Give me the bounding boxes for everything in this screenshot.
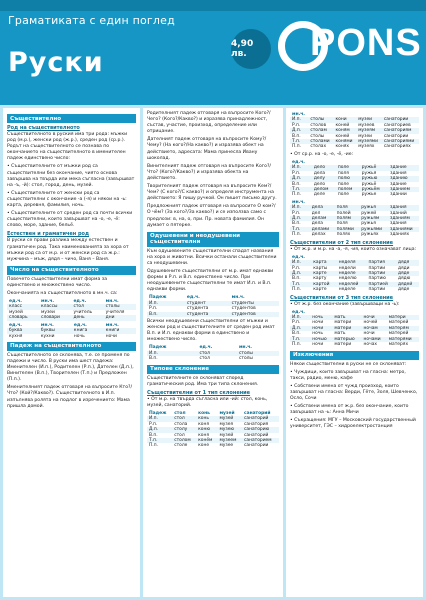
content-area (0, 105, 426, 600)
table-cell: музеи (41, 309, 55, 315)
table-cell: санаторий (244, 410, 271, 416)
table-cell: В.п. (147, 312, 185, 317)
table-cell: дел (311, 210, 321, 216)
table-cell: музеям (356, 128, 382, 133)
table-cell: Т.п. (147, 438, 172, 443)
table-cell: музею (217, 427, 242, 432)
table-cell: мать (334, 331, 346, 337)
table-cell: мн.ч. (292, 199, 305, 205)
section-heading: Падеж на съществителното (7, 342, 136, 351)
table-cell: мн.ч. (105, 322, 119, 328)
table-cell: Падеж (149, 410, 167, 416)
paragraph: • От ср.р. на -о, -е, -ё, -ие: (290, 151, 354, 157)
table-cell: музея (219, 421, 234, 427)
table-cell: ружьях (361, 232, 379, 238)
table-cell: Т.п. (290, 337, 310, 342)
table-cell: неделей (337, 282, 367, 287)
table-cell: матери (334, 320, 352, 326)
section-heading: Число на съществителното (7, 266, 136, 275)
table-cell: музее (219, 443, 234, 449)
table-cell: поля (337, 170, 349, 176)
section-heading: Типове склонение (147, 365, 279, 374)
table-cell: ружьё (361, 181, 377, 187)
table-cell: мать (332, 315, 361, 320)
declension-table-2 (290, 255, 419, 293)
table-cell: книга (72, 328, 104, 333)
table-cell: партия (367, 260, 396, 265)
table-cell: музей (217, 416, 242, 421)
table-cell: ед.ч. (73, 322, 87, 328)
paragraph: • Съществителните от мъжки род са съществителни без окончание, чиято основа завършва на твърда или мека съгласна (завършват на -ъ, -й): стол, город, день, музей. (7, 164, 135, 188)
paragraph: Към одушевените съществителни спадат названия на хора и животни. Всички останали съществителни са неодушевени. (147, 248, 277, 266)
plural-table-fem (7, 323, 136, 339)
table-cell: ночь (73, 333, 85, 339)
table-cell: конём (196, 438, 217, 443)
column-1 (3, 108, 140, 597)
column-2 (143, 108, 283, 597)
section-heading: Съществително (7, 114, 136, 123)
table-cell: дела (313, 170, 326, 176)
table-cell: Д.п. (290, 176, 312, 181)
table-cell: санаториями (382, 139, 419, 144)
table-cell: Т.п. (290, 282, 311, 287)
table-cell: музеи (356, 117, 382, 122)
neuter-table-singular (290, 160, 419, 198)
table-cell: классы (39, 304, 71, 309)
table-cell: здание (390, 181, 407, 187)
table-cell: мн.ч. (238, 345, 252, 351)
paragraph: • От ж.р. и м.р. на -а, -я, -ия, които означават лица: (290, 246, 417, 252)
table-cell: партии (367, 271, 396, 276)
table-cell: карте (313, 287, 327, 293)
table-cell: санаторий (242, 416, 279, 421)
table-cell: В.п. (149, 432, 158, 438)
table-cell: санатории (244, 443, 269, 449)
table-cell: делами (310, 227, 335, 232)
table-cell: Д.п. (290, 326, 310, 331)
table-cell: карту (313, 276, 327, 282)
table-cell: Падеж (149, 345, 167, 351)
neuter-table-plural (290, 200, 419, 238)
table-cell: матерью (332, 337, 361, 342)
table-cell: поле (337, 192, 349, 198)
page-title: Руски (8, 47, 104, 78)
table-cell: Р.п. (292, 320, 301, 326)
table-cell: зданиях (390, 232, 410, 238)
table-cell: карты (313, 265, 328, 271)
table-cell: матерей (388, 331, 409, 337)
table-cell: санаторию (242, 427, 279, 432)
table-cell: полю (336, 176, 360, 181)
table-cell: студентов (230, 312, 279, 317)
table-cell: мн.ч. (40, 322, 54, 328)
table-cell: ночами (362, 337, 387, 342)
subsection-heading: Съществителни от 2 тип склонение (290, 239, 394, 246)
table-cell: санаторием (242, 438, 279, 443)
table-cell: кони (334, 117, 357, 122)
table-cell: ночи (362, 315, 387, 320)
table-cell: партии (368, 265, 386, 271)
table-cell: дяди (397, 265, 410, 271)
table-cell: столами (308, 139, 333, 144)
table-cell: ночи (363, 331, 375, 337)
table-cell: столам (308, 128, 333, 133)
table-cell: полям (335, 216, 360, 221)
table-cell: Т.п. (290, 139, 308, 144)
table-cell: матерями (387, 337, 419, 342)
table-cell: коням (334, 128, 357, 133)
table-cell: В.п. (292, 221, 301, 227)
paragraph: Съществителното се склонява, т.е. се променя по падежи и число. В руски има шест падежа: Именителен (И.п.), Родителен (Р.п.), Дателен (Д.п.), Винителен (В.п.), Творителен (Т.п.) и Предложен (П.п.). (7, 352, 134, 383)
paragraph: Винителният падеж отговаря на въпросите Кого?/Что? (Кого?/Какво?) и изразява обекта на действието. (147, 163, 271, 181)
table-cell: ружья (361, 221, 376, 227)
table-cell: санатория (244, 421, 269, 427)
table-cell: В.п. (292, 181, 301, 187)
table-cell: музей (9, 309, 23, 315)
table-cell: стол (197, 351, 237, 356)
animate-table (147, 295, 279, 317)
table-cell: музей (219, 410, 235, 416)
table-cell: В.п. (292, 331, 301, 337)
table-cell: книги (104, 328, 136, 333)
table-cell: И.п. (147, 351, 197, 356)
table-cell: Т.п. (290, 227, 310, 232)
table-cell: зданиями (388, 227, 419, 232)
table-cell: полей (336, 210, 351, 216)
table-cell: коней (335, 122, 350, 128)
table-cell: конями (334, 139, 357, 144)
table-cell: Т.п. (290, 187, 312, 192)
table-cell: кухня (9, 333, 23, 339)
table-cell: музеях (358, 144, 375, 150)
table-cell: ночей (363, 320, 378, 326)
header-banner (0, 11, 426, 105)
paragraph: • Чуждици, които завършват на гласна: метро, такси, радио, меню, кафе (290, 369, 406, 381)
section-heading: Одушевени и неодушевени съществителни (147, 232, 279, 247)
table-cell: полями (335, 227, 360, 232)
table-cell: столы (308, 117, 333, 122)
table-cell: стол (71, 304, 103, 309)
table-cell: матери (387, 315, 419, 320)
table-cell: студента (186, 306, 209, 312)
table-cell: Р.п. (292, 210, 301, 216)
plural-table-masc (7, 299, 136, 321)
table-cell: ружья (359, 205, 388, 210)
table-cell: зданий (390, 210, 407, 216)
paragraph: Одушевените съществителни от м.р. имат еднакви форми в Р.п. и В.п. единствено число. При неодушевените съществителни те имат И.п. и В.п. еднакви форми. (147, 268, 274, 293)
table-cell: поля (335, 205, 360, 210)
table-cell: здания (390, 221, 407, 227)
table-cell: музеев (358, 122, 375, 128)
table-cell: санаториях (383, 144, 411, 150)
table-cell: зданием (388, 187, 419, 192)
table-cell: день (71, 315, 103, 320)
table-cell: столов (310, 122, 327, 128)
table-cell: Р.п. (149, 306, 158, 312)
table-cell: столы (237, 351, 279, 356)
table-cell: санаториев (383, 122, 411, 128)
table-cell: столом (172, 438, 196, 443)
table-cell: мн.ч. (231, 295, 245, 301)
table-cell: карте (311, 271, 336, 276)
table-cell: ружьями (359, 227, 388, 232)
table-cell: П.п. (292, 287, 301, 293)
paragraph: Дателният падеж отговаря на въпросите Кому?/Чему? (На кого?/На какво?) и изразява обект на действието, адресата: Мама принесла Ивану шоколад. (147, 137, 267, 161)
table-cell: ночь (310, 315, 332, 320)
table-cell: неделе (337, 271, 367, 276)
subsection-heading: Съществителни от 3 тип склонение (290, 294, 394, 301)
table-cell: зданиям (388, 216, 419, 221)
table-cell: ночи (310, 326, 332, 331)
table-cell: коню (196, 427, 217, 432)
table-cell: класс (7, 304, 39, 309)
table-cell: Р.п. (292, 265, 301, 271)
table-cell: П.п. (149, 443, 158, 449)
table-cell: Д.п. (290, 216, 310, 221)
table-cell: И.п. (290, 260, 311, 265)
table-cell: ед.ч. (199, 345, 213, 351)
table-cell: музеи (358, 133, 373, 139)
table-cell: матери (334, 342, 352, 348)
table-cell: дядей (396, 282, 419, 287)
table-cell: студентов (231, 306, 256, 312)
table-cell: зданию (388, 176, 419, 181)
declension-table-1-plural (290, 112, 419, 150)
table-cell: коня (198, 421, 209, 427)
table-cell: полем (336, 187, 360, 192)
paragraph: • Собствени имена от чужд произход, които завършват на гласна: Верди, Гёте, Золя, Шевченко, Осло, Сочи (290, 383, 418, 401)
table-cell: И.п. (290, 165, 312, 170)
table-cell: коне (198, 443, 210, 449)
table-cell: столах (310, 144, 327, 150)
table-cell: санаториям (382, 128, 419, 133)
table-cell: ед.ч. (292, 254, 305, 260)
table-cell: дела (310, 205, 335, 210)
table-cell: партию (368, 276, 387, 282)
table-cell: учителя (105, 309, 125, 315)
table-cell: И.п. (147, 416, 172, 421)
table-cell: буквы (39, 328, 72, 333)
paragraph: • Съществителните от женски род са съществителни с окончание -а (-я) и някои на -ь: карта, деревня, фамилия, ночь. (7, 190, 127, 209)
table-cell: ед.ч. (186, 295, 200, 301)
paragraph: • От ж.р. без окончание (завършващи на -ь): (290, 301, 400, 307)
table-cell: И.п. (290, 315, 310, 320)
paragraph: Творителният падеж отговаря на въпросите Кем?/Чем? (С кого?/С какво?) и определя инструмента на действието: Я пишу ручкой. Он пишет письмо другу. (147, 184, 277, 202)
table-cell: И.п. (290, 117, 308, 122)
table-cell: Падеж (149, 295, 167, 301)
table-cell: ед.ч. (9, 322, 22, 328)
paragraph: • От м.р. на твърда съгласна или -ий: стол, конь, музей, санаторий. (147, 396, 268, 408)
table-cell: дело (313, 181, 326, 187)
table-cell: Д.п. (147, 427, 172, 432)
paragraph: В руски се прави разлика между естествен и граматичен род. Така наименованията за хора от мъжки род са от м.р. и от женски род са ж.р.: мужчина – мъж, дядя – чичо, Ваня – Ваня. (7, 238, 129, 262)
table-cell: Р.п. (292, 170, 301, 176)
table-cell: П.п. (292, 342, 301, 348)
table-cell: столе (174, 443, 188, 449)
section-heading: Изключения (290, 351, 419, 360)
table-cell: санатории (382, 117, 419, 122)
table-cell: столы (104, 304, 136, 309)
table-cell: стола (174, 421, 188, 427)
table-cell: санатории (383, 133, 409, 139)
paragraph: Родителният падеж отговаря на въпросите Кого?/Чего? (Кого?/Какво?) и изразява принадлежност, състав, участие, произход, определение или отрицание. (147, 111, 271, 135)
table-cell: неделю (338, 276, 357, 282)
table-cell: И.п. (290, 205, 310, 210)
table-cell: партией (367, 282, 396, 287)
table-cell: стол (172, 416, 196, 421)
table-cell: санаторий (244, 432, 269, 438)
paragraph: Всички неодушевени съществителни от мъжки и женски род и съществителните от среден род имат В.п. и И.п. еднакви форми в единствено и множествено число. (147, 318, 275, 343)
table-cell: студента (185, 312, 230, 317)
table-cell: партии (368, 287, 386, 293)
table-cell: дела (311, 221, 323, 227)
table-cell: ед.ч. (9, 299, 22, 305)
table-cell: дело (312, 165, 336, 170)
table-cell: ружья (361, 170, 377, 176)
paragraph: Предложният падеж отговаря на въпросите О ком?/О чём? (За кого?/За какво?) и се използва само с предлози: в, на, о, при. Пр. новата фамилия. Он думает о пятерке. (147, 204, 276, 228)
subsection-heading: Естествен и граматичен род (7, 231, 90, 238)
pons-logo (278, 21, 423, 73)
table-cell: мн.ч. (292, 112, 305, 117)
table-cell: ночи (105, 333, 117, 339)
table-cell: поле (336, 165, 360, 170)
table-cell: словари (39, 315, 71, 320)
table-cell: здание (388, 165, 419, 170)
table-cell: словарь (7, 315, 39, 320)
table-cell: здания (390, 170, 407, 176)
paragraph: Окончанията на съществителното в мн.ч. са: (7, 290, 118, 296)
logo-text: PONS (310, 22, 422, 64)
table-cell: матерям (387, 326, 419, 331)
table-cell: В.п. (292, 133, 301, 139)
table-cell: делам (310, 216, 335, 221)
table-cell: ружей (361, 210, 377, 216)
table-cell: И.п. (147, 301, 185, 306)
table-cell: дяде (396, 271, 419, 276)
paragraph: • Собствени имена от ж.р. без окончание, които завършват на -ь: Анна Мичи (290, 404, 409, 416)
table-cell: музеями (356, 139, 382, 144)
table-cell: матерях (388, 342, 409, 348)
table-cell: полях (336, 232, 351, 238)
table-cell: делу (312, 176, 336, 181)
table-cell: неделе (338, 287, 356, 293)
table-cell: стол (174, 410, 186, 416)
table-cell: ед.ч. (292, 309, 305, 315)
table-cell: стол (174, 432, 185, 438)
table-cell: делах (311, 232, 326, 238)
series-title: Граматиката с един поглед (8, 14, 175, 27)
table-cell: столы (310, 133, 325, 139)
table-cell: коня (198, 432, 209, 438)
top-strip (0, 0, 426, 11)
table-cell: буква (7, 328, 39, 333)
table-cell: ночи (312, 342, 324, 348)
table-cell: матерей (388, 320, 409, 326)
declension-table-1 (147, 411, 279, 449)
paragraph: Някои съществителни в руски не се склоняват: (290, 361, 407, 367)
table-cell: П.п. (292, 144, 301, 150)
paragraph: • Съкращения: МГУ – Московский государственный университет, ГЭС – хидроелектростанция (290, 418, 416, 430)
table-cell: ед.ч. (73, 299, 87, 305)
table-cell: студенты (230, 301, 279, 306)
table-cell: картой (311, 282, 336, 287)
table-cell: неделя (337, 260, 367, 265)
table-cell: недели (338, 265, 356, 271)
table-cell: деле (313, 192, 326, 198)
table-cell: стол (199, 356, 210, 362)
table-cell: музей (219, 432, 234, 438)
table-cell: мн.ч. (41, 299, 55, 305)
table-cell: поля (336, 221, 348, 227)
paragraph: Съществителните се склоняват според граматическия род. Има три типа склонения. (147, 375, 259, 387)
table-cell: ружье (361, 192, 377, 198)
table-cell: ружьям (359, 216, 388, 221)
table-cell: ед.ч. (292, 159, 305, 165)
subsection-heading: Съществителни от 1 тип склонение (147, 389, 251, 396)
column-3 (286, 108, 423, 597)
table-cell: Д.п. (290, 271, 311, 276)
table-cell: ночах (363, 342, 377, 348)
table-cell: ружьём (360, 187, 388, 192)
table-cell: Д.п. (290, 128, 308, 133)
table-cell: дяде (397, 287, 410, 293)
paragraph: Повечето съществителни имат форма за единствено и множествено число. (7, 276, 108, 288)
paragraph: Именителният падеж отговаря на въпросите Кто?/Что? (Кой?/Какво?). Съществителното в И.п. изпълнява ролята на подлог в изречението: Мама пришла домой. (7, 385, 133, 409)
table-cell: здания (388, 205, 419, 210)
table-cell: здании (390, 192, 407, 198)
table-cell: матери (332, 326, 361, 331)
table-cell: дни (104, 315, 136, 320)
paragraph: • Съществителните от среден род са почти всички съществителни, които завършват на -о, -е, -ё: слово, море, здание, бельё. (7, 211, 133, 229)
table-cell: столы (238, 356, 253, 362)
table-cell: дядю (397, 276, 411, 282)
table-cell: П.п. (292, 192, 301, 198)
table-cell: ночью (310, 337, 332, 342)
table-cell: кухни (40, 333, 55, 339)
table-cell: ночи (312, 320, 324, 326)
table-cell: столу (172, 427, 196, 432)
table-cell: коней (335, 133, 350, 139)
table-cell: В.п. (149, 356, 158, 362)
table-cell: П.п. (292, 232, 301, 238)
table-cell: студент (185, 301, 230, 306)
table-cell: учитель (73, 309, 93, 315)
subsection-heading: Род на съществителното (7, 125, 80, 131)
table-cell: конях (335, 144, 349, 150)
paragraph: Съществителното в руския има три рода: мъжки род (м.р.), женски род (ж.р.), среден род (ср.р.). Родът на съществителното се познава по окончанието на съществителното в именителен падеж единствено число: (7, 132, 128, 162)
table-cell: ночам (362, 326, 387, 331)
table-cell: мн.ч. (105, 299, 119, 305)
table-cell: конь (198, 410, 210, 416)
table-cell: Р.п. (149, 421, 158, 427)
table-cell: конь (196, 416, 217, 421)
table-cell: карта (311, 260, 336, 265)
declension-table-3 (290, 310, 419, 348)
inanimate-table (147, 345, 279, 361)
table-cell: Р.п. (292, 122, 301, 128)
table-cell: музеем (217, 438, 242, 443)
table-cell: ружью (360, 176, 388, 181)
table-cell: поле (337, 181, 349, 187)
table-cell: ружьё (360, 165, 388, 170)
table-cell: дядя (396, 260, 419, 265)
table-cell: В.п. (292, 276, 301, 282)
price-badge: 4,90 лв. (231, 29, 271, 69)
table-cell: делом (312, 187, 336, 192)
table-cell: ночь (312, 331, 323, 337)
